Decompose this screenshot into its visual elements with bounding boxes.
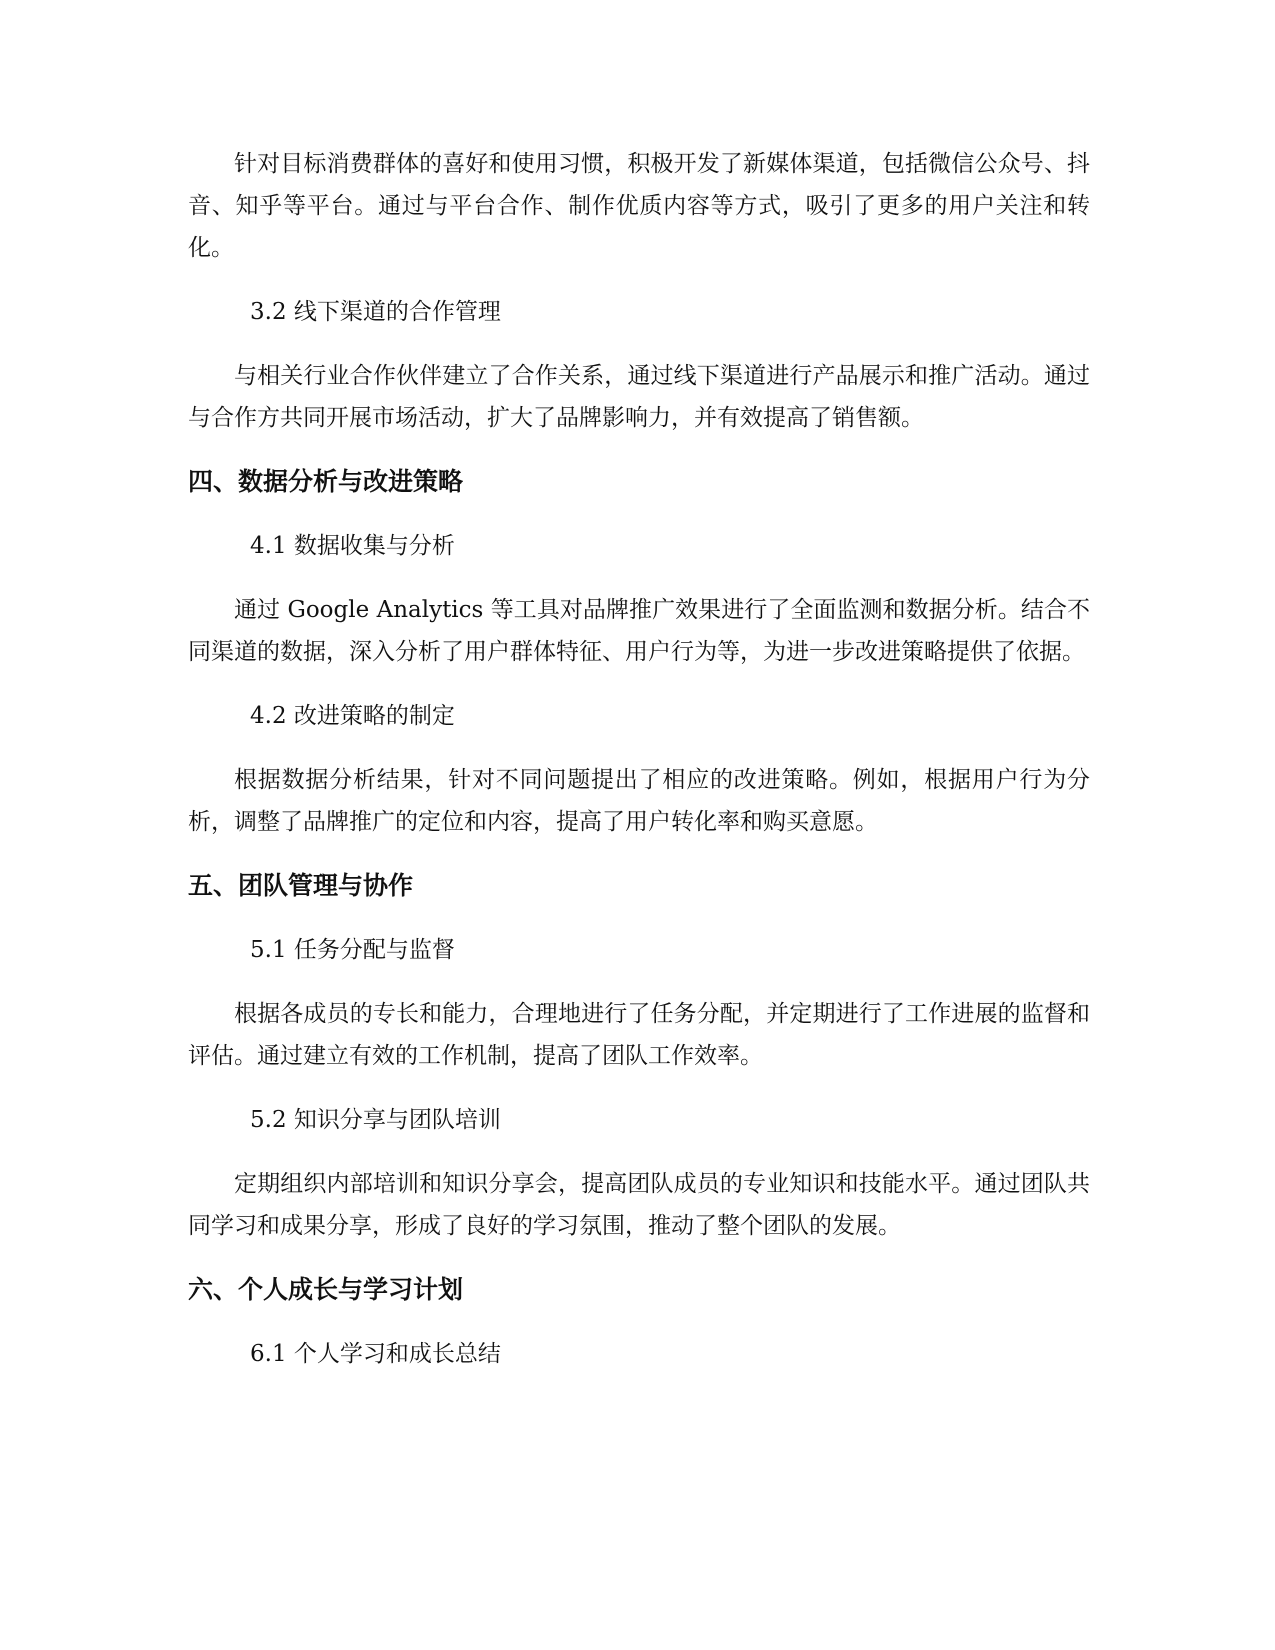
section-heading-5: 五、团队管理与协作 bbox=[188, 871, 414, 900]
subheading-3-2: 3.2 线下渠道的合作管理 bbox=[250, 299, 501, 325]
subheading-4-1: 4.1 数据收集与分析 bbox=[250, 533, 455, 559]
paragraph-new-media-channels: 针对目标消费群体的喜好和使用习惯，积极开发了新媒体渠道，包括微信公众号、抖音、知乎等平台。通过与平台合作、制作优质内容等方式，吸引了更多的用户关注和转化。 bbox=[188, 151, 1090, 261]
subheading-5-1: 5.1 任务分配与监督 bbox=[250, 937, 455, 963]
paragraph-improvement-strategy: 根据数据分析结果，针对不同问题提出了相应的改进策略。例如，根据用户行为分析，调整了品牌推广的定位和内容，提高了用户转化率和购买意愿。 bbox=[188, 767, 1090, 835]
section-heading-6: 六、个人成长与学习计划 bbox=[188, 1275, 464, 1304]
subheading-4-2: 4.2 改进策略的制定 bbox=[250, 703, 455, 729]
subheading-6-1: 6.1 个人学习和成长总结 bbox=[250, 1341, 501, 1367]
document-body bbox=[188, 143, 1090, 1397]
paragraph-task-assignment: 根据各成员的专长和能力，合理地进行了任务分配，并定期进行了工作进展的监督和评估。通过建立有效的工作机制，提高了团队工作效率。 bbox=[188, 1001, 1090, 1069]
section-heading-4: 四、数据分析与改进策略 bbox=[188, 467, 464, 496]
paragraph-offline-cooperation: 与相关行业合作伙伴建立了合作关系，通过线下渠道进行产品展示和推广活动。通过与合作方共同开展市场活动，扩大了品牌影响力，并有效提高了销售额。 bbox=[188, 363, 1090, 431]
subheading-5-2: 5.2 知识分享与团队培训 bbox=[250, 1107, 501, 1133]
paragraph-data-analysis: 通过 Google Analytics 等工具对品牌推广效果进行了全面监测和数据分析。结合不同渠道的数据，深入分析了用户群体特征、用户行为等，为进一步改进策略提供了依据。 bbox=[188, 597, 1090, 665]
paragraph-knowledge-sharing: 定期组织内部培训和知识分享会，提高团队成员的专业知识和技能水平。通过团队共同学习和成果分享，形成了良好的学习氛围，推动了整个团队的发展。 bbox=[188, 1171, 1090, 1239]
